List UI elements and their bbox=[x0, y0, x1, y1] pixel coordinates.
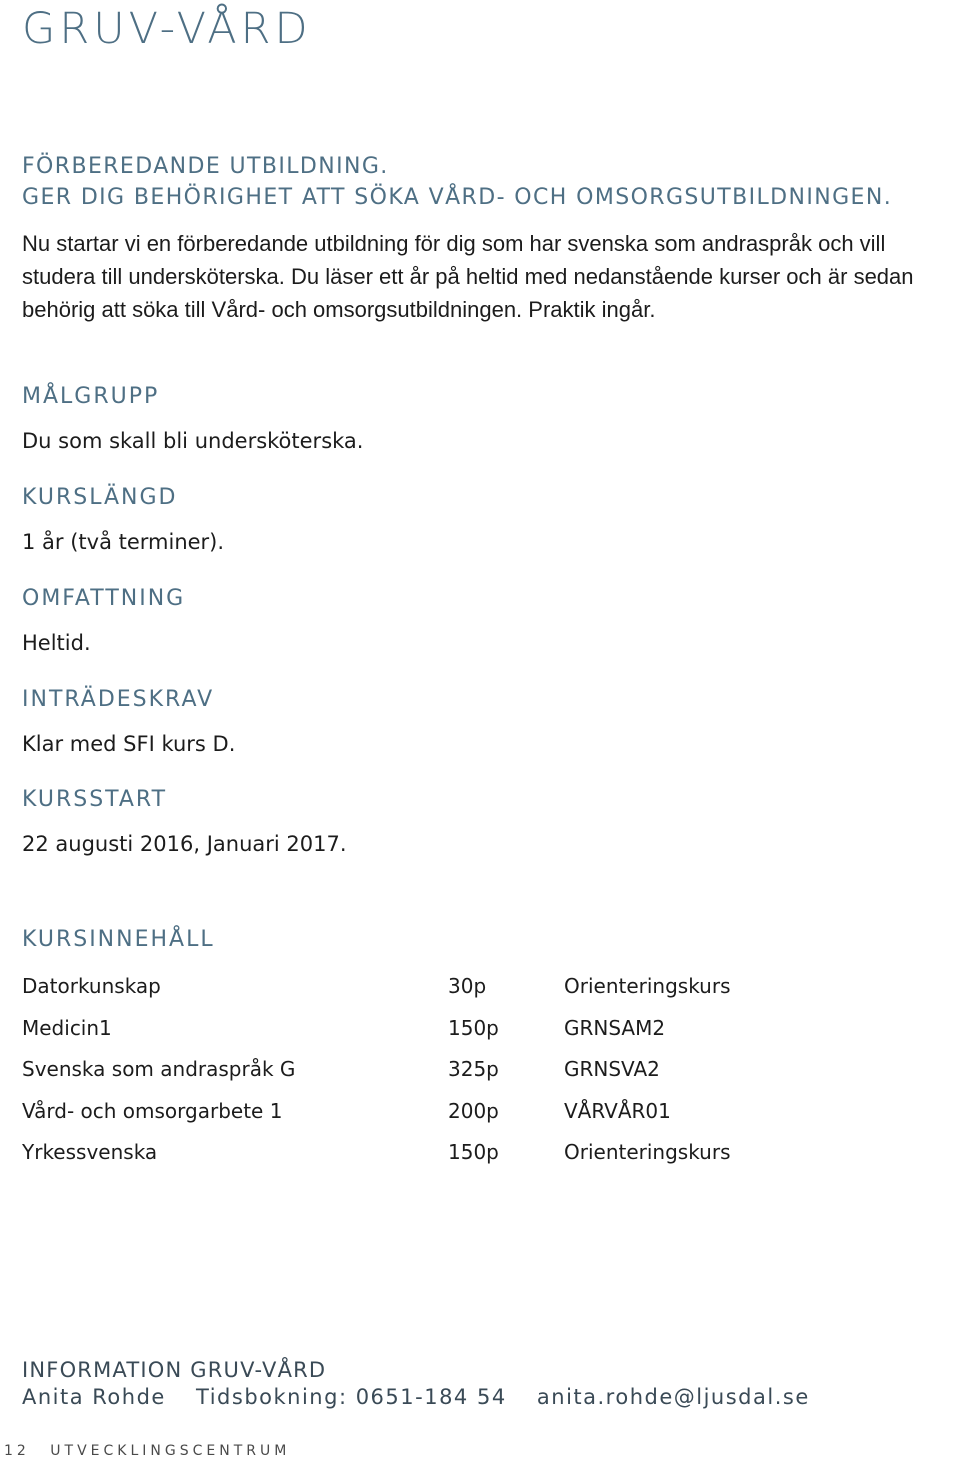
info-block-course-start bbox=[22, 786, 722, 858]
info-label: KURSSTART bbox=[22, 787, 168, 812]
course-code: GRNSVA2 bbox=[564, 1057, 660, 1082]
course-points: 325p bbox=[448, 1057, 499, 1082]
info-value: 22 augusti 2016, Januari 2017. bbox=[22, 832, 347, 856]
info-value: Heltid. bbox=[22, 631, 91, 655]
intro-heading bbox=[22, 151, 892, 213]
course-points: 150p bbox=[448, 1140, 499, 1165]
course-points: 30p bbox=[448, 974, 487, 998]
info-block-target-group bbox=[22, 383, 722, 455]
page-title: GRUV-VÅRD bbox=[22, 4, 312, 54]
intro-heading-line-1: FÖRBEREDANDE UTBILDNING. bbox=[22, 154, 389, 179]
contact-line bbox=[22, 1384, 832, 1411]
info-label: MÅLGRUPP bbox=[22, 384, 160, 409]
course-code: Orienteringskurs bbox=[564, 974, 731, 998]
course-code: Orienteringskurs bbox=[564, 1140, 731, 1165]
info-value: Du som skall bli undersköterska. bbox=[22, 429, 364, 453]
table-row bbox=[22, 1012, 922, 1054]
course-points: 200p bbox=[448, 1098, 499, 1123]
info-label: KURSLÄNGD bbox=[22, 485, 178, 510]
course-name: Datorkunskap bbox=[22, 974, 161, 998]
info-value: Klar med SFI kurs D. bbox=[22, 732, 236, 756]
page-footer bbox=[4, 1442, 290, 1460]
course-name: Yrkessvenska bbox=[22, 1140, 158, 1165]
info-block-course-length bbox=[22, 484, 722, 556]
course-code: VÅRVÅR01 bbox=[564, 1098, 671, 1123]
table-row bbox=[22, 1136, 922, 1178]
info-block-requirements bbox=[22, 686, 722, 758]
info-block-scope bbox=[22, 585, 722, 657]
table-row bbox=[22, 1053, 922, 1095]
course-code: GRNSAM2 bbox=[564, 1015, 666, 1040]
info-label: OMFATTNING bbox=[22, 586, 186, 611]
course-table bbox=[22, 970, 922, 1178]
intro-paragraph: Nu startar vi en förberedande utbildning för dig som har svenska som andraspråk och vill studera till undersköterska. Du läser ett år på heltid med nedanstående kurser och är sedan behörig att söka till Vård- och omsorgsutbildningen. Praktik ingår. bbox=[22, 231, 914, 322]
info-value: 1 år (två terminer). bbox=[22, 530, 225, 554]
course-name: Svenska som andraspråk G bbox=[22, 1057, 296, 1082]
info-label: INTRÄDESKRAV bbox=[22, 687, 215, 712]
course-name: Vård- och omsorgarbete 1 bbox=[22, 1098, 283, 1123]
intro-heading-line-2: GER DIG BEHÖRIGHET ATT SÖKA VÅRD- OCH OMSORGSUTBILDNINGEN. bbox=[22, 185, 893, 210]
contact-name: Anita Rohde bbox=[22, 1385, 166, 1409]
course-points: 150p bbox=[448, 1015, 499, 1040]
table-row bbox=[22, 970, 922, 1012]
contact-booking: Tidsbokning: 0651-184 54 bbox=[196, 1385, 507, 1409]
page-number: 12 bbox=[4, 1443, 30, 1459]
contact-title: INFORMATION GRUV-VÅRD bbox=[22, 1358, 327, 1382]
courses-heading: KURSINNEHÅLL bbox=[22, 927, 215, 952]
contact-info bbox=[22, 1357, 832, 1411]
table-row bbox=[22, 1095, 922, 1137]
course-name: Medicin1 bbox=[22, 1015, 112, 1040]
contact-email[interactable]: anita.rohde@ljusdal.se bbox=[536, 1385, 810, 1409]
footer-org: UTVECKLINGSCENTRUM bbox=[50, 1443, 291, 1459]
